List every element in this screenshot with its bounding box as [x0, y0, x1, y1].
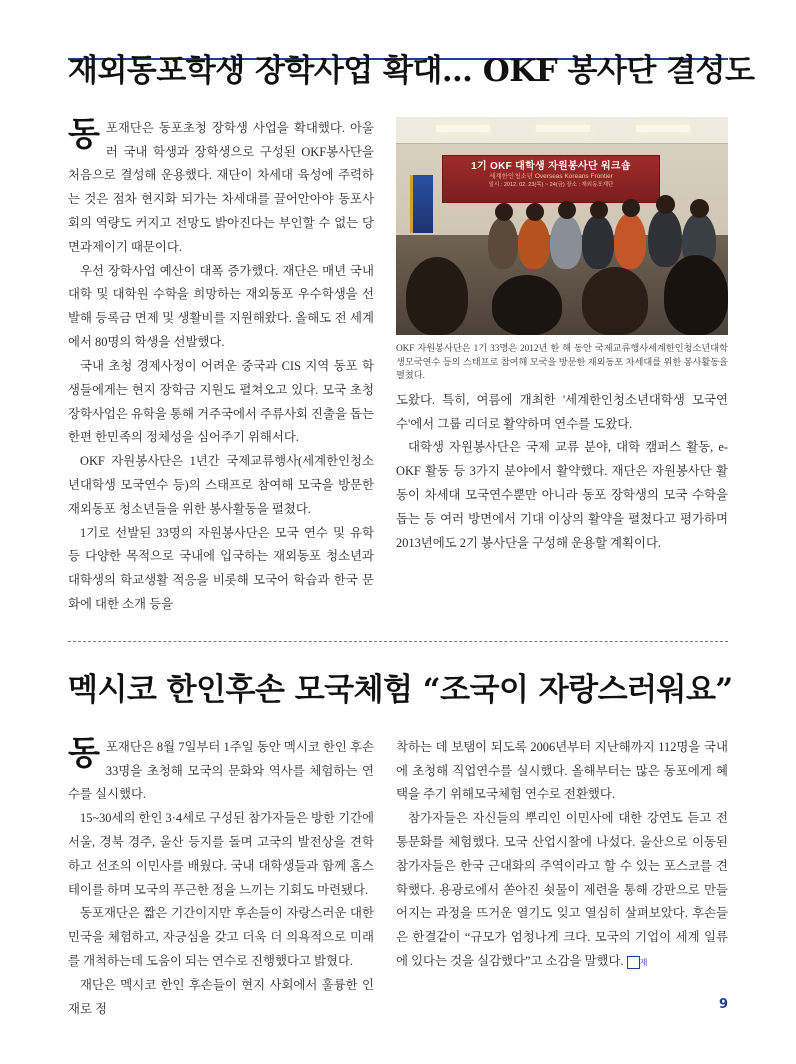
article2-paragraph: 15~30세의 한인 3·4세로 구성된 참가자들은 방한 기간에 서울, 경북 경주, 울산 등지를 돌며 고국의 발전상을 견학하고 선조의 이민사를 배웠다. 국내 대학생들과 함께 홈스테이를 하며 모국의 푸근한 정을 느끼는 기회도 마련됐다. [68, 811, 375, 897]
photo-person-head [590, 201, 608, 219]
article1-paragraph: 동포재단은 동포초청 장학생 사업을 확대했다. 아울러 국내 학생과 장학생으로 구성된 OKF봉사단을 처음으로 결성해 운용했다. 재단이 차세대 육성에 주력하는 것은 점차 현지화 되가는 차세대를 끌어안아야 동포사회의 역량도 커지고 전망도 밝아진다는 부인할 수 없는 당면과제이기 때문이다. [68, 113, 374, 254]
article1-paragraph: 국내 초청 경제사정이 어려운 중국과 CIS 지역 동포 학생들에게는 현지 장학금 지원도 펼쳐오고 있다. 모국 초청 장학사업은 유학을 통해 거주국에서 주류사회 진출을 돕는 한편 한민족의 정체성을 심어주기 위해서다. [68, 358, 374, 445]
article2-left-column [68, 732, 375, 1022]
article1-paragraph: OKF 자원봉사단은 1년간 국제교류행사(세계한인청소년대학생 모국연수 등)의 스태프로 참여해 모국을 방문한 재외동포 청소년들을 위한 봉사활동을 펼쳤다. [68, 454, 374, 516]
article2-paragraph: 동포재단은 8월 7일부터 1주일 동안 멕시코 한인 후손 33명을 초청해 모국의 문화와 역사를 체험하는 연수를 실시했다. [68, 732, 374, 802]
article1-photo-block [396, 117, 728, 383]
photo-ceiling-light [636, 125, 690, 132]
photo-person-foreground [582, 267, 648, 335]
article1-left-column [68, 113, 374, 617]
photo-person [648, 209, 682, 267]
okf-volunteer-workshop-photo [396, 117, 728, 335]
dropcap-letter: 동 [68, 732, 100, 772]
article1-paragraph: 1기로 선발된 33명의 자원봉사단은 모국 연수 및 유학 등 다양한 목적으로 국내에 입국하는 재외동포 청소년과 대학생의 학교생활 적응을 비롯해 모국어 학습과 한국 문화에 대한 소개 등을 [68, 525, 374, 611]
article2-paragraph: 재단은 멕시코 한인 후손들이 현지 사회에서 훌륭한 인재로 정 [68, 977, 374, 1016]
article1-right-column [396, 389, 728, 556]
photo-person-head [656, 195, 675, 214]
article2-right-column [396, 736, 728, 974]
article-mexico [68, 671, 733, 1016]
photo-person-head [526, 203, 544, 221]
photo-person-foreground [664, 255, 728, 335]
photo-person [582, 215, 614, 269]
photo-person [550, 215, 582, 269]
page-number: 9 [718, 997, 728, 1012]
photo-person-head [495, 203, 513, 221]
article2-paragraph: 착하는 데 보탬이 되도록 2006년부터 지난해까지 112명을 국내에 초청해 직업연수를 실시했다. 올해부터는 많은 동포에게 혜택을 주기 위해모국체험 연수로 전환했다. [396, 739, 728, 802]
article1-headline: 재외동포학생 장학사업 확대… OKF 봉사단 결성도 [68, 53, 755, 89]
article2-headline: 멕시코 한인후손 모국체험 “조국이 자랑스러워요” [68, 672, 733, 708]
photo-flag [410, 175, 433, 233]
photo-person [614, 213, 646, 269]
dropcap-letter: 동 [68, 113, 100, 153]
article1-paragraph: 우선 장학사업 예산이 대폭 증가했다. 재단은 매년 국내 대학 및 대학원 수학을 희망하는 재외동포 우수학생을 선발해 등록금 면제 및 생활비를 지원해왔다. 올해도 전 세계에서 80명의 학생을 선발했다. [68, 263, 374, 350]
photo-person-foreground [492, 275, 562, 335]
photo-person-head [622, 199, 640, 217]
article2-paragraph: 참가자들은 자신들의 뿌리인 이민사에 대한 강연도 듣고 전통문화를 체험했다. 모국 산업시찰에 나섰다. 울산으로 이동된 참가자들은 한국 근대화의 주역이라고 할 수 있는 포스코를 견학했다. 용광로에서 쏟아진 쇳물이 제련을 통해 강판으로 만들어지는 과정을 뜨거운 열기도 잊고 열심히 살펴보았다. 후손들은 한결같이 “규모가 엄청나게 크다. 모국의 기업이 세계 일류에 있다는 것을 실감했다”고 소감을 말했다. 재 [396, 811, 728, 969]
photo-person [518, 217, 550, 269]
article1-paragraph: 대학생 자원봉사단은 국제 교류 분야, 대학 캠퍼스 활동, e-OKF 활동 등 3가지 분야에서 활약했다. 재단은 자원봉사단 활동이 차세대 모국연수뿐만 아니라 동포 장학생의 모국 수학을 돕는 등 여러 방면에서 기대 이상의 활약을 펼쳤다고 평가하며 2013년에도 2기 봉사단을 구성해 운용할 계획이다. [396, 440, 728, 550]
photo-person-head [690, 199, 709, 218]
article-scholarship [68, 0, 755, 611]
photo-person-foreground [406, 257, 468, 335]
photo-person-head [558, 201, 576, 219]
photo-caption: OKF 자원봉사단은 1기 33명은 2012년 한 해 동안 국제교류행사세계한인청소년대학생모국연수 등의 스태프로 참여해 모국을 방문한 재외동포 차세대를 위한 봉사활동을 펼쳤다. [396, 342, 728, 381]
end-mark-icon: 재 [627, 956, 640, 969]
photo-person [488, 217, 518, 269]
photo-banner: 1기 OKF 대학생 자원봉사단 워크숍 세계한인청소년 Overseas Koreans Frontier 일시 : 2012. 02. 23(목) ~ 24(금) 장소 : 재외동포재단 [442, 155, 660, 203]
photo-ceiling-light [436, 125, 490, 132]
article2-paragraph: 동포재단은 짧은 기간이지만 후손들이 자랑스러운 대한민국을 체험하고, 자긍심을 갖고 더욱 더 의욕적으로 미래를 개척하는데 도움이 되는 연수로 진행했다고 밝혔다. [68, 906, 374, 969]
photo-ceiling-light [536, 125, 590, 132]
article1-paragraph: 도왔다. 특히, 여름에 개최한 '세계한인청소년대학생 모국연수'에서 그룹 리더로 활약하며 연수를 도왔다. [396, 392, 728, 431]
section-divider [68, 641, 728, 642]
